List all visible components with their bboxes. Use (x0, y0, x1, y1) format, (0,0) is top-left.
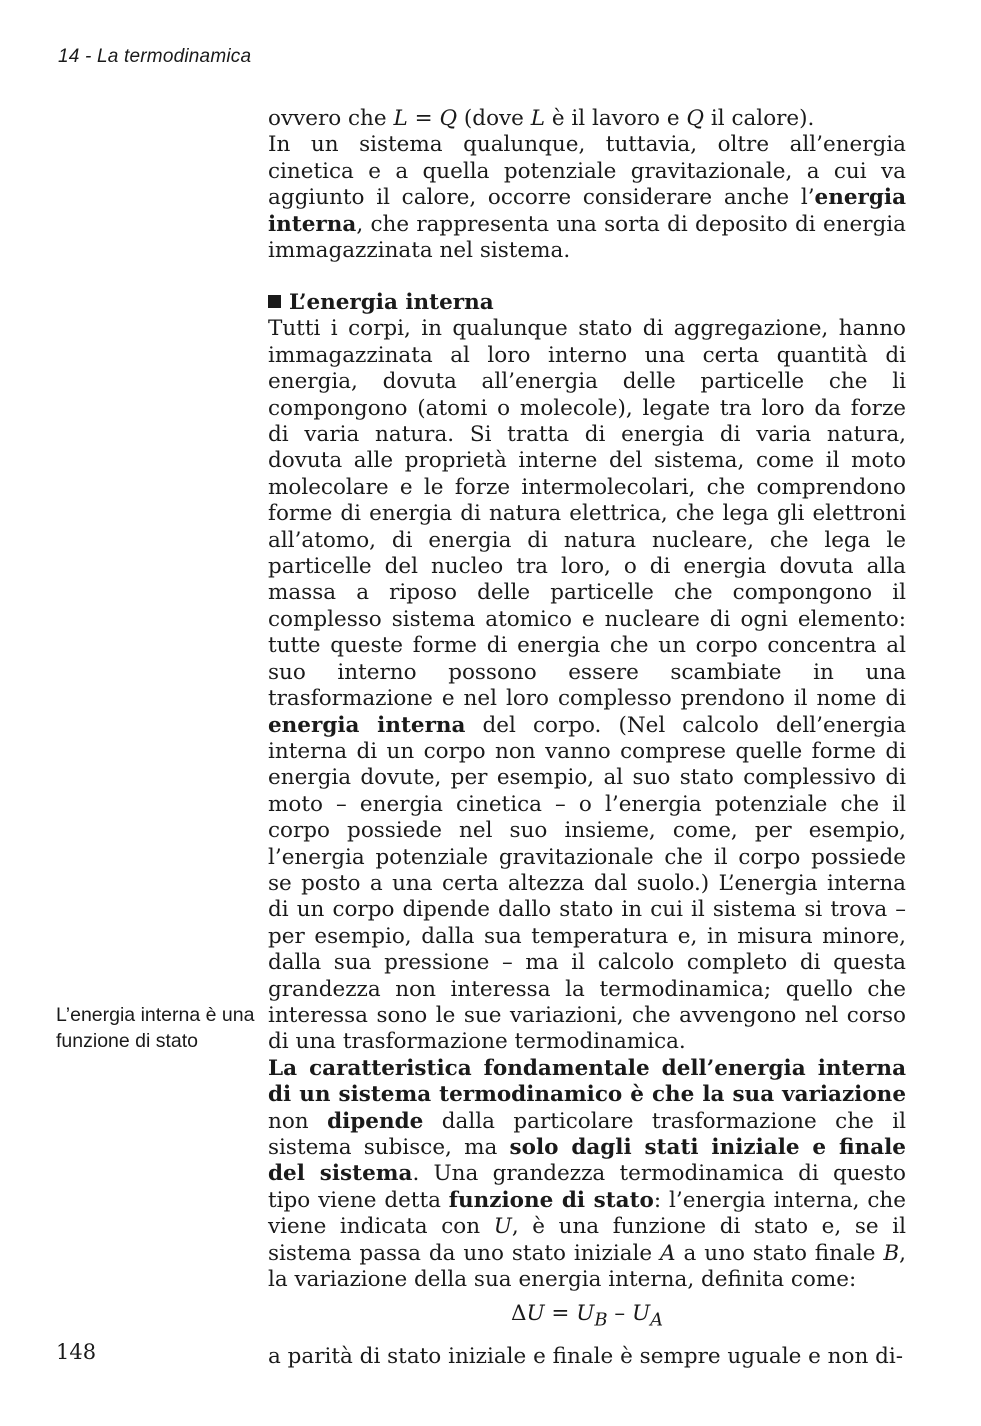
intro-paragraph: In un sistema qualunque, tuttavia, oltre all’energia cinetica e a quella potenziale gravitazionale, a cui va aggiunto il calore, occorre considerare anche l’energia interna, che rappresenta una sorta di deposito di energia immagazzinata nel sistema. (268, 132, 906, 264)
section-paragraph-1: Tutti i corpi, in qualunque stato di aggregazione, hanno immagazzinata al loro interno una certa quantità di energia, dovuta all’energia delle particelle che li compongono (atomi o molecole), legate tra loro da forze di varia natura. Si tratta di energia di varia natura, dovuta alle proprietà interne del sistema, come il moto molecolare e le forze intermolecolari, che comprendono forme di energia di natura elettrica, che lega gli elettroni all’atomo, di energia di natura nucleare, che lega le particelle del nucleo tra loro, o di energia dovuta alla massa a riposo delle particelle che compongono il complesso sistema atomico e nucleare di ogni elemento: tutte queste forme di energia che un corpo concentra al suo interno possono essere scambiate in una trasformazione e nel loro complesso prendono il nome di energia interna del corpo. (Nel calcolo dell’energia interna di un corpo non vanno comprese quelle forme di energia dovute, per esempio, al suo stato complessivo di moto – energia cinetica – o l’energia potenziale che il corpo possiede nel suo insieme, come, per esempio, l’energia potenziale gravitazionale che il corpo possiede se posto a una certa altezza dal suolo.) L’energia interna di un corpo dipende dallo stato in cui il sistema si trova – per esempio, dalla sua temperatura e, in misura minore, dalla sua pressione – ma il calcolo completo di questa grandezza non interessa la termodinamica; quello che interessa sono le sue variazioni, che avvengono nel corso di una trasformazione termodinamica. (268, 316, 907, 1055)
margin-note: L’energia interna è una funzione di stato (56, 1004, 255, 1053)
running-head: 14 - La termodinamica (58, 46, 252, 67)
intro-line: ovvero che L = Q (dove L è il lavoro e Q il calore). (268, 106, 815, 131)
section-paragraph-2: La caratteristica fondamentale dell’energia interna di un sistema termodinamico è che la sua variazione non dipende dalla particolare trasformazione che il sistema subisce, ma solo dagli stati iniziale e finale del sistema. Una grandezza termodinamica di questo tipo viene detta funzione di stato: l’energia interna, che viene indicata con U, è una funzione di stato e, se il sistema passa da uno stato iniziale A a uno stato finale B, la variazione della sua energia interna, definita come: (268, 1055, 906, 1293)
section-energia-interna (268, 290, 906, 1371)
intro-block (268, 106, 906, 264)
section-heading: L’energia interna (268, 290, 906, 316)
section-paragraph-3: a parità di stato iniziale e finale è sempre uguale e non di- (268, 1344, 904, 1370)
formula-delta-u: $\Delta U = U_B - U_A$ (510, 1301, 664, 1331)
page-number: 148 (56, 1340, 97, 1364)
square-bullet-icon (268, 295, 281, 308)
